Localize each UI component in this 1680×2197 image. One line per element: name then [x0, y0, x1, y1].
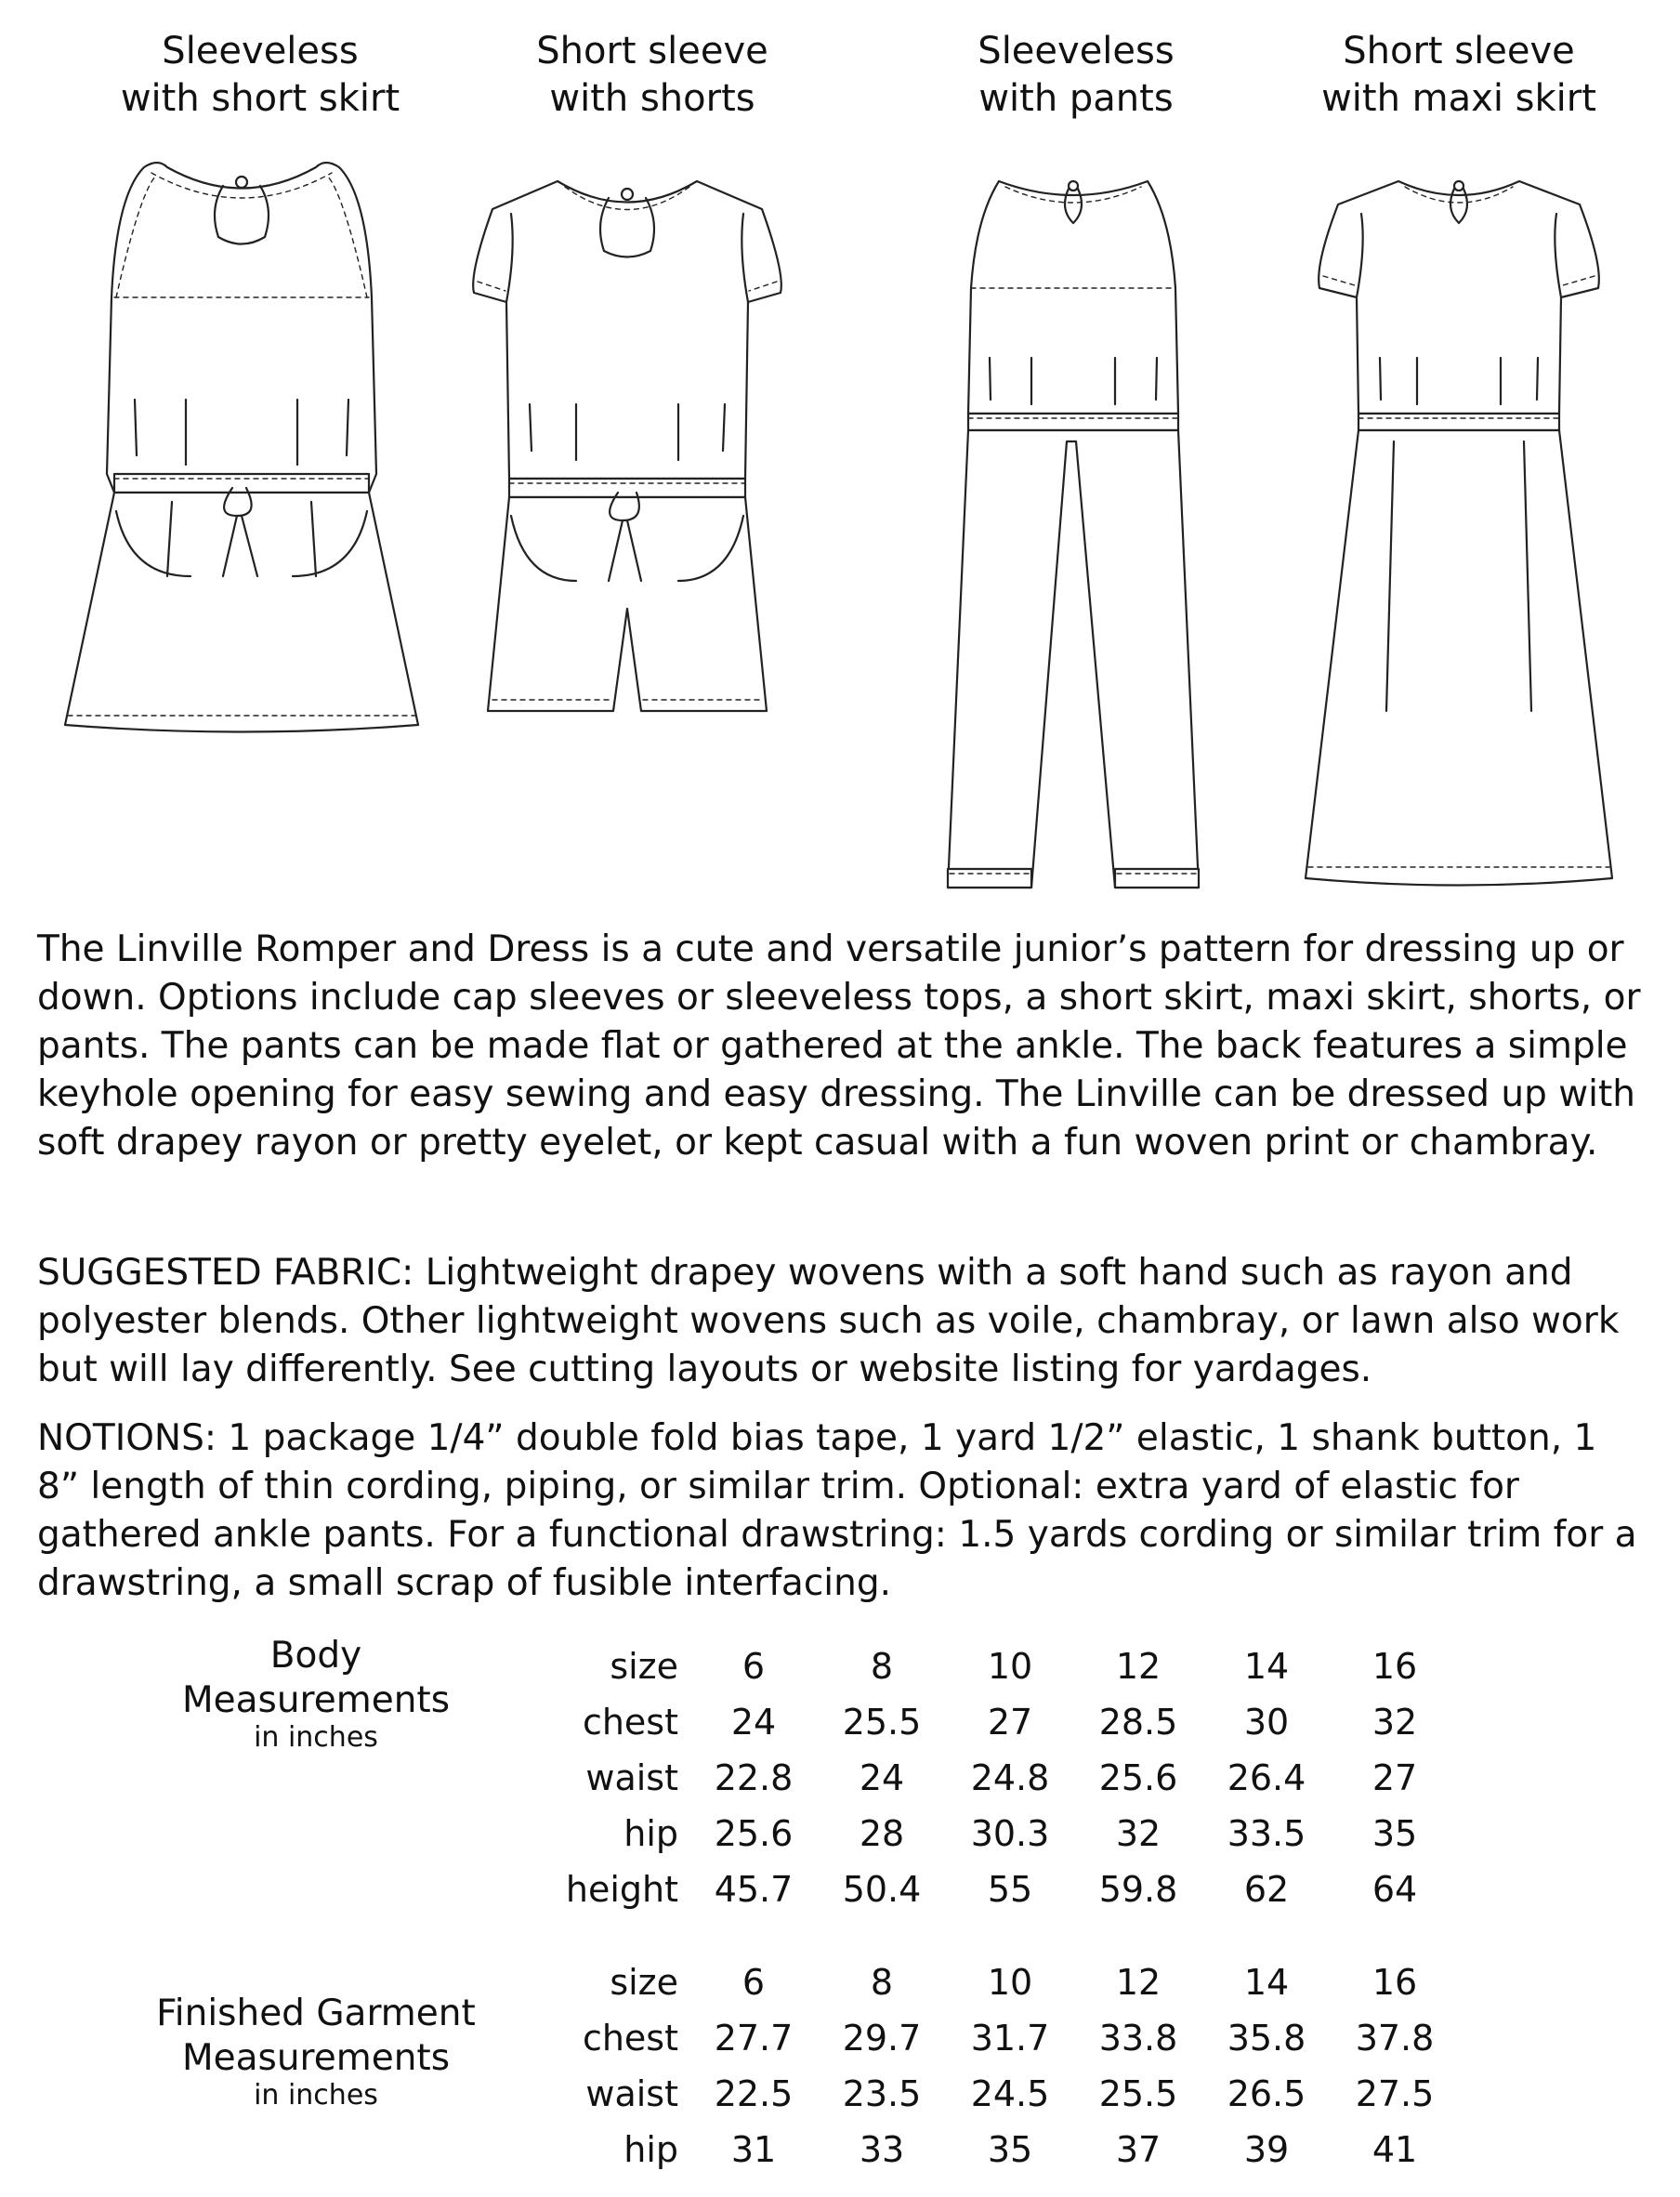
table-cell: 6 — [742, 1646, 766, 1687]
row-label: waist — [585, 1757, 678, 1798]
table-cell: 26.5 — [1227, 2073, 1306, 2114]
table-cell: 27.7 — [714, 2018, 794, 2059]
table-row — [558, 1750, 1459, 1806]
table-cell: 16 — [1372, 1646, 1418, 1687]
view-caption-line: Sleeveless — [162, 30, 359, 72]
table-cell: 37.8 — [1355, 2018, 1435, 2059]
view-caption-line: with maxi skirt — [1321, 77, 1596, 120]
short-sleeve-maxi-dress-illustration — [1282, 172, 1635, 906]
table-cell: 26.4 — [1227, 1757, 1306, 1798]
table-cell: 45.7 — [714, 1869, 794, 1910]
table-cell: 30.3 — [970, 1813, 1050, 1854]
table-title-line: Body — [269, 1635, 362, 1677]
table-cell: 29.7 — [842, 2018, 922, 2059]
table-cell: 37 — [1115, 2129, 1162, 2170]
finished-measurements-table — [558, 1954, 1459, 2177]
table-cell: 24 — [730, 1702, 777, 1743]
table-cell: 8 — [870, 1646, 894, 1687]
table-cell: 23.5 — [842, 2073, 922, 2114]
view-caption-line: with short skirt — [120, 77, 400, 120]
table-row — [558, 2122, 1459, 2177]
table-cell: 25.6 — [714, 1813, 794, 1854]
short-sleeve-romper-illustration — [455, 172, 799, 730]
notions-text: NOTIONS: 1 package 1/4” double fold bias tape, 1 yard 1/2” elastic, 1 shank button, 1 8” length of thin cording, piping, or similar trim. Optional: extra yard of elastic for gathered ankle pants. For a functional drawstring: 1.5 yards cording or similar trim for a drawstring, a small scrap of fusible interfacing. — [37, 1417, 1637, 1604]
description-text: The Linville Romper and Dress is a cute and versatile junior’s pattern for dressing up or down. Options include cap sleeves or sleeveless tops, a short skirt, maxi skirt, shorts, or pants. The pants can be made flat or gathered at the ankle. The back features a simple keyhole opening for easy sewing and easy dressing. The Linville can be dressed up with soft drapey rayon or pretty eyelet, or kept casual with a fun woven print or chambray. — [37, 928, 1641, 1164]
view-caption-line: Short sleeve — [1343, 30, 1575, 72]
row-label: hip — [623, 2129, 678, 2170]
table-cell: 35 — [1372, 1813, 1418, 1854]
table-row — [558, 1862, 1459, 1917]
row-label: height — [565, 1869, 678, 1910]
description-paragraph — [37, 926, 1645, 1167]
table-cell: 14 — [1243, 1962, 1290, 2003]
view-caption-3 — [909, 28, 1243, 123]
table-cell: 24.5 — [970, 2073, 1050, 2114]
table-cell: 55 — [987, 1869, 1033, 1910]
table-row — [558, 1954, 1459, 2010]
row-label: chest — [582, 1702, 678, 1743]
table-cell: 27 — [1372, 1757, 1418, 1798]
table-cell: 30 — [1243, 1702, 1290, 1743]
row-label: size — [610, 1646, 678, 1687]
table-title-line: Measurements — [181, 2037, 451, 2079]
table-unit: in inches — [254, 1721, 378, 1754]
finished-measurements-title — [121, 1992, 511, 2111]
body-measurements-table — [558, 1638, 1459, 1917]
table-cell: 25.5 — [1098, 2073, 1178, 2114]
table-cell: 64 — [1372, 1869, 1418, 1910]
view-caption-line: Short sleeve — [536, 30, 768, 72]
table-cell: 35.8 — [1227, 2018, 1306, 2059]
table-cell: 31.7 — [970, 2018, 1050, 2059]
row-label: chest — [582, 2018, 678, 2059]
table-cell: 16 — [1372, 1962, 1418, 2003]
table-cell: 27.5 — [1355, 2073, 1435, 2114]
fabric-paragraph — [37, 1249, 1645, 1394]
table-title-line: Finished Garment — [156, 1993, 476, 2034]
table-cell: 22.8 — [714, 1757, 794, 1798]
row-label: size — [610, 1962, 678, 2003]
fabric-text: SUGGESTED FABRIC: Lightweight drapey wovens with a soft hand such as rayon and polyester blends. Other lightweight wovens such as voile, chambray, or lawn also work but will lay differently. See cutting layouts or website listing for yardages. — [37, 1252, 1620, 1390]
table-cell: 50.4 — [842, 1869, 922, 1910]
table-cell: 8 — [870, 1962, 894, 2003]
notions-paragraph — [37, 1414, 1645, 1608]
table-cell: 12 — [1115, 1646, 1162, 1687]
table-cell: 25.6 — [1098, 1757, 1178, 1798]
table-unit: in inches — [254, 2079, 378, 2111]
table-cell: 12 — [1115, 1962, 1162, 2003]
table-cell: 28.5 — [1098, 1702, 1178, 1743]
table-cell: 14 — [1243, 1646, 1290, 1687]
table-cell: 31 — [730, 2129, 777, 2170]
table-row — [558, 2010, 1459, 2066]
view-caption-line: with shorts — [549, 77, 755, 120]
table-title-line: Measurements — [181, 1679, 451, 1721]
table-cell: 24.8 — [970, 1757, 1050, 1798]
table-cell: 25.5 — [842, 1702, 922, 1743]
view-caption-2 — [485, 28, 820, 123]
table-cell: 28 — [859, 1813, 905, 1854]
body-measurements-title — [121, 1634, 511, 1753]
table-cell: 6 — [742, 1962, 766, 2003]
sleeveless-dress-illustration — [51, 158, 432, 762]
table-cell: 33 — [859, 2129, 905, 2170]
table-cell: 32 — [1115, 1813, 1162, 1854]
view-caption-line: with pants — [978, 77, 1174, 120]
table-cell: 35 — [987, 2129, 1033, 2170]
table-row — [558, 2066, 1459, 2122]
table-row — [558, 1806, 1459, 1862]
table-row — [558, 1694, 1459, 1750]
table-cell: 27 — [987, 1702, 1033, 1743]
table-cell: 10 — [987, 1646, 1033, 1687]
row-label: hip — [623, 1813, 678, 1854]
table-cell: 32 — [1372, 1702, 1418, 1743]
view-caption-4 — [1292, 28, 1626, 123]
table-cell: 39 — [1243, 2129, 1290, 2170]
table-cell: 10 — [987, 1962, 1033, 2003]
view-caption-line: Sleeveless — [978, 30, 1175, 72]
sleeveless-jumpsuit-illustration — [929, 172, 1227, 906]
table-cell: 33.5 — [1227, 1813, 1306, 1854]
table-cell: 62 — [1243, 1869, 1290, 1910]
table-cell: 33.8 — [1098, 2018, 1178, 2059]
table-cell: 59.8 — [1098, 1869, 1178, 1910]
table-cell: 22.5 — [714, 2073, 794, 2114]
view-caption-1 — [93, 28, 427, 123]
table-cell: 24 — [859, 1757, 905, 1798]
row-label: waist — [585, 2073, 678, 2114]
table-cell: 41 — [1372, 2129, 1418, 2170]
table-row — [558, 1638, 1459, 1694]
